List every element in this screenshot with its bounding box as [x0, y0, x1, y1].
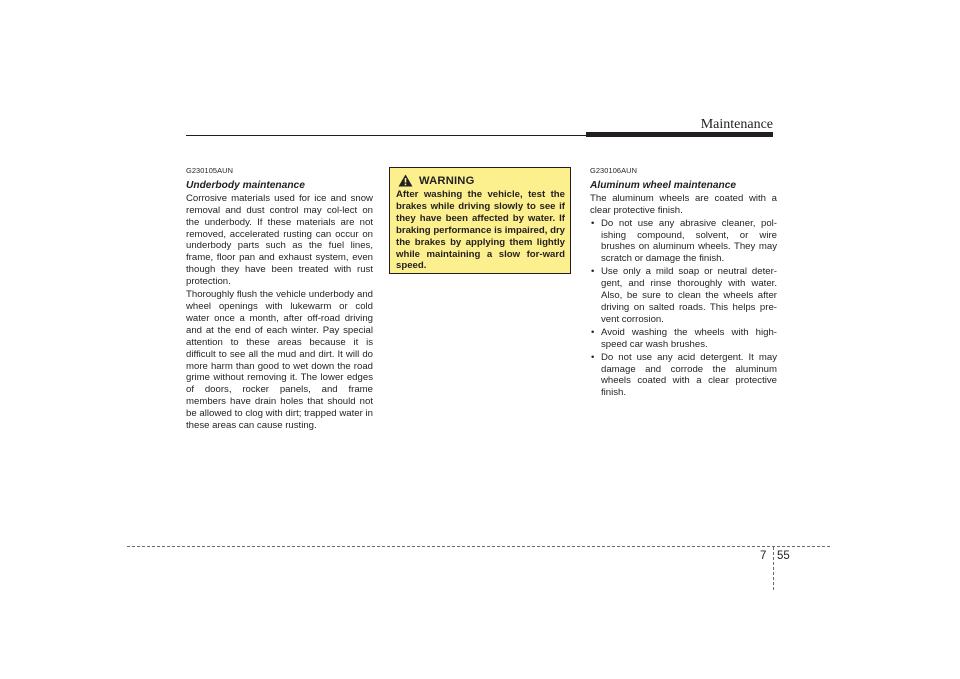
- intro-paragraph: The aluminum wheels are coated with a clear protective finish.: [590, 192, 777, 216]
- bullet-text: Avoid washing the wheels with high-speed car wash brushes.: [601, 326, 777, 350]
- left-column: [186, 165, 373, 433]
- warning-triangle-icon: [398, 174, 413, 187]
- footer-dashed-divider: [773, 547, 774, 590]
- section-code: G230105AUN: [186, 166, 234, 175]
- bullet-text: Use only a mild soap or neutral deter-gent, and rinse thoroughly with water. Also, be sure to clean the wheels after driving on salted roads. This helps pre-vent corrosion.: [601, 266, 777, 325]
- warning-text: After washing the vehicle, test the brakes while driving slowly to see if they have been affected by water. If braking performance is impaired, dry the brakes by applying them lightly while maintaining a slow for-ward speed.: [396, 189, 566, 272]
- header-rule-thin: [186, 135, 586, 136]
- header-rule-thick: [586, 132, 773, 137]
- bullet-icon: •: [591, 217, 595, 229]
- section-title: Aluminum wheel maintenance: [590, 179, 737, 191]
- bullet-item: [590, 352, 777, 400]
- paragraph: Corrosive materials used for ice and snow removal and dust control may col-lect on the underbody. If these materials are not removed, accelerated rusting can occur on underbody parts such as the fuel lines, frame, floor pan and exhaust system, even though they have been treated with rust protection.: [186, 192, 373, 288]
- bullet-icon: •: [591, 266, 595, 278]
- warning-header: [396, 174, 565, 187]
- right-column: [590, 165, 777, 400]
- page-number: 55: [777, 550, 790, 562]
- bullet-item: [590, 218, 777, 266]
- page-header-title: Maintenance: [700, 117, 773, 132]
- bullet-icon: •: [591, 326, 595, 338]
- paragraph: Thoroughly flush the vehicle underbody and wheel openings with lukewarm or cold water once a month, after off-road driving and at the end of each winter. Pay special attention to these areas because it is difficult to see all the mud and dirt. It will do more harm than good to wet down the road grime without removing it. The lower edges of doors, rocker panels, and frame members have drain holes that should not be allowed to clog with dirt; trapped water in these areas can cause rusting.: [186, 289, 373, 432]
- warning-title: WARNING: [419, 174, 475, 187]
- bullet-text: Do not use any abrasive cleaner, pol-ishing compound, solvent, or wire brushes on aluminum wheels. They may scratch or damage the finish.: [601, 217, 777, 265]
- section-title: Underbody maintenance: [186, 179, 305, 191]
- bullet-list: [590, 218, 777, 400]
- warning-box: [389, 167, 571, 274]
- bullet-icon: •: [591, 351, 595, 363]
- bullet-item: [590, 327, 777, 351]
- bullet-text: Do not use any acid detergent. It may damage and corrode the aluminum wheels coated with a clear protective finish.: [601, 351, 777, 399]
- chapter-number: 7: [760, 550, 767, 562]
- section-code: G230106AUN: [590, 166, 638, 175]
- footer-dashed-rule: [127, 546, 830, 547]
- bullet-item: [590, 266, 777, 326]
